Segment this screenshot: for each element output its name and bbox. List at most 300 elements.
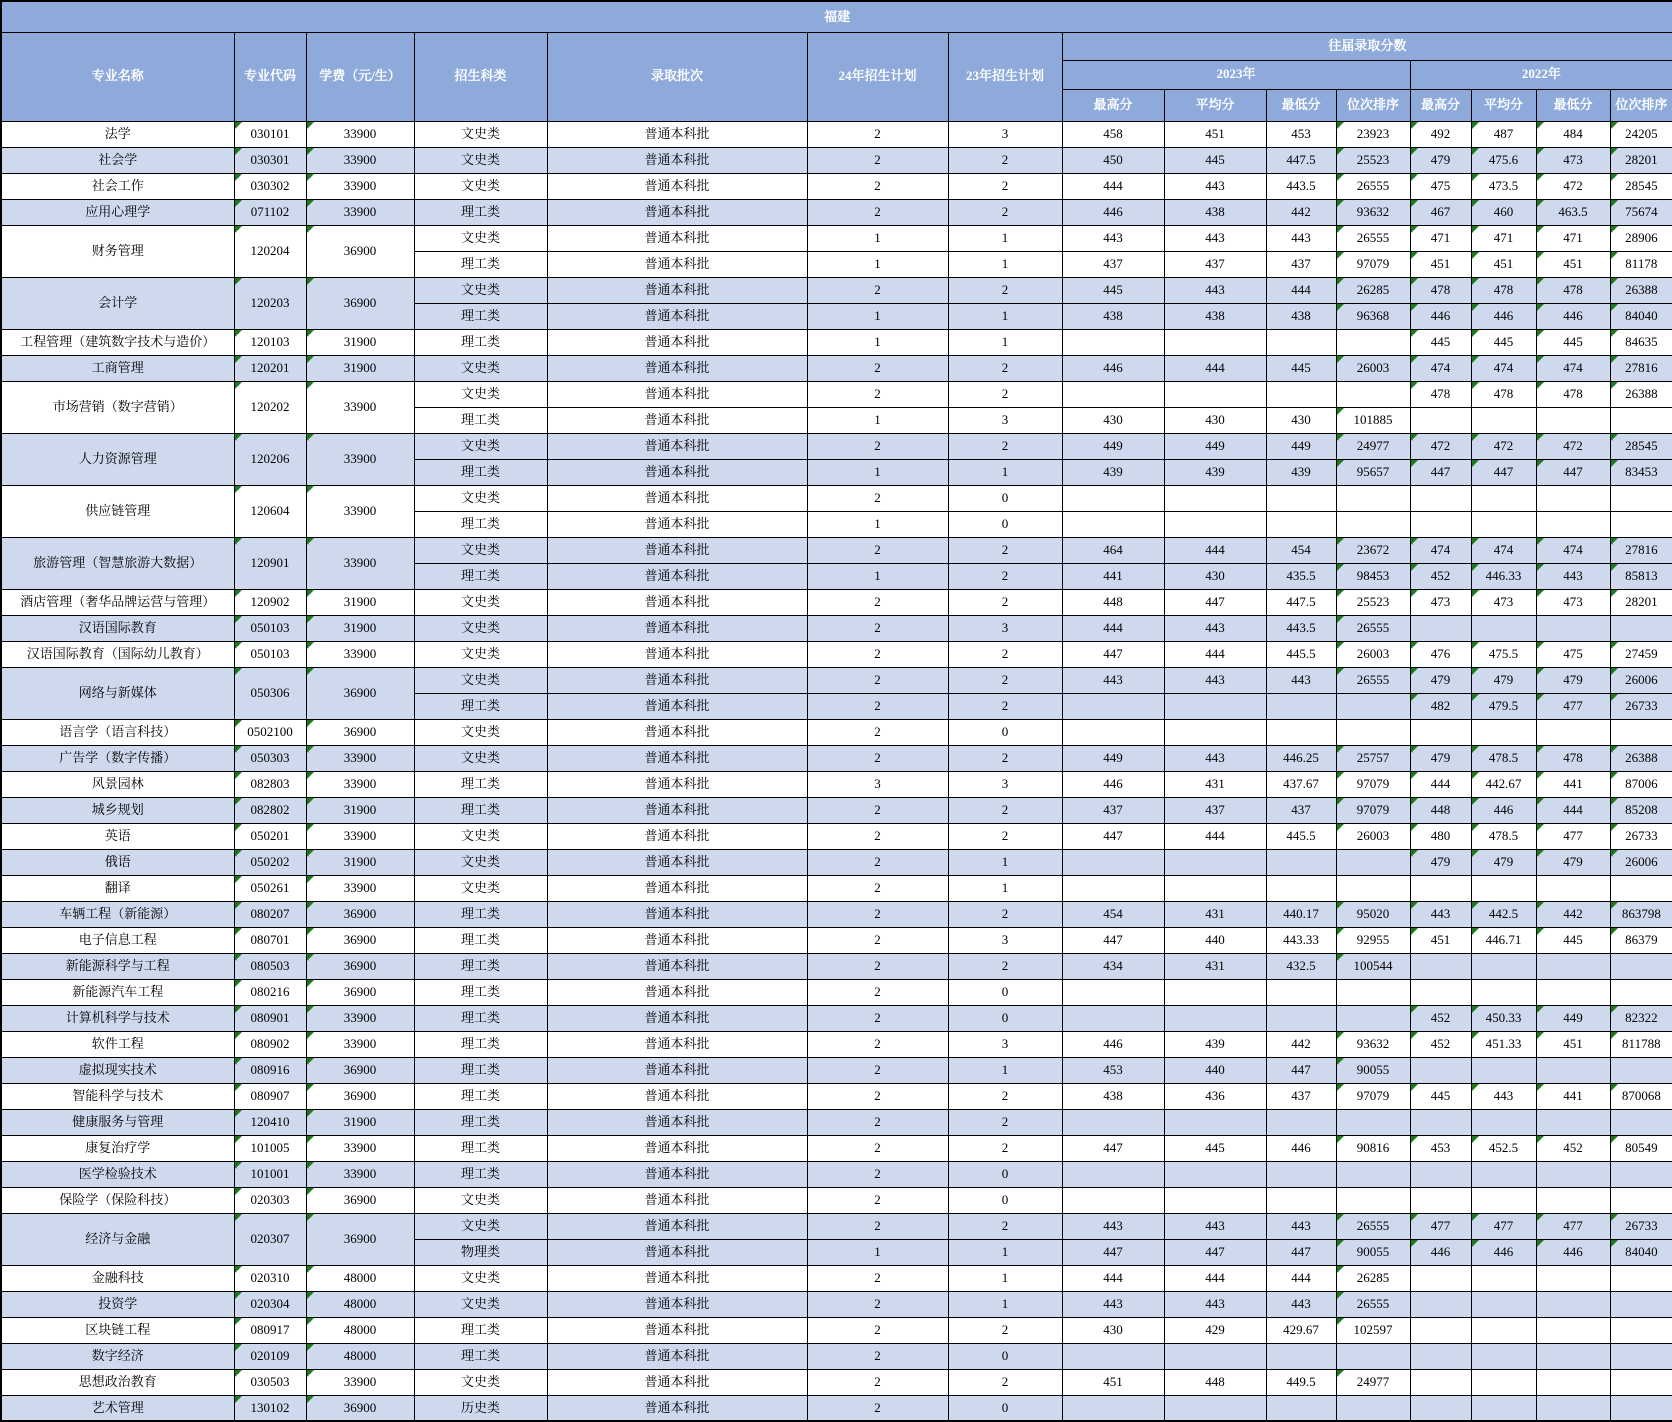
- cell-min-2022: [1536, 1369, 1610, 1395]
- cell-rank-2023: 97079: [1336, 251, 1410, 277]
- cell-category: 理工类: [414, 901, 547, 927]
- cell-avg-2023: [1164, 1005, 1266, 1031]
- cell-avg-2023: 438: [1164, 303, 1266, 329]
- cell-category: 理工类: [414, 329, 547, 355]
- cell-max-2022: 452: [1410, 1005, 1471, 1031]
- cell-max-2023: 445: [1062, 277, 1164, 303]
- cell-min-2022: 451: [1536, 1031, 1610, 1057]
- cell-rank-2022: 85208: [1610, 797, 1672, 823]
- cell-tuition-fee: 31900: [306, 329, 414, 355]
- cell-avg-2023: [1164, 1161, 1266, 1187]
- cell-max-2023: 450: [1062, 147, 1164, 173]
- cell-major-name: 艺术管理: [1, 1395, 234, 1421]
- cell-major-name: 城乡规划: [1, 797, 234, 823]
- cell-max-2022: 479: [1410, 667, 1471, 693]
- cell-max-2022: [1410, 511, 1471, 537]
- cell-plan-23: 0: [948, 511, 1062, 537]
- cell-major-code: 120901: [234, 537, 306, 589]
- cell-tuition-fee: 36900: [306, 1213, 414, 1265]
- cell-major-name: 市场营销（数字营销）: [1, 381, 234, 433]
- cell-plan-24: 2: [807, 1031, 948, 1057]
- cell-plan-24: 2: [807, 1395, 948, 1421]
- cell-avg-2022: [1471, 1057, 1536, 1083]
- cell-rank-2022: 27459: [1610, 641, 1672, 667]
- table-row: [1, 199, 1672, 225]
- cell-rank-2022: 87006: [1610, 771, 1672, 797]
- cell-avg-2022: 443: [1471, 1083, 1536, 1109]
- table-row: [1, 381, 1672, 407]
- cell-avg-2023: [1164, 329, 1266, 355]
- cell-rank-2023: 24977: [1336, 1369, 1410, 1395]
- cell-max-2022: 452: [1410, 563, 1471, 589]
- col-header-major: 专业名称: [1, 32, 234, 121]
- cell-max-2022: 482: [1410, 693, 1471, 719]
- cell-major-code: 050103: [234, 615, 306, 641]
- cell-tuition-fee: 48000: [306, 1265, 414, 1291]
- cell-major-name: 智能科学与技术: [1, 1083, 234, 1109]
- cell-batch: 普通本科批: [547, 511, 807, 537]
- cell-rank-2023: 90055: [1336, 1239, 1410, 1265]
- cell-tuition-fee: 36900: [306, 667, 414, 719]
- cell-max-2022: 446: [1410, 1239, 1471, 1265]
- cell-avg-2022: 452.5: [1471, 1135, 1536, 1161]
- cell-tuition-fee: 31900: [306, 615, 414, 641]
- cell-plan-23: 2: [948, 1213, 1062, 1239]
- cell-major-code: 120206: [234, 433, 306, 485]
- cell-plan-24: 2: [807, 381, 948, 407]
- cell-max-2023: 441: [1062, 563, 1164, 589]
- cell-max-2023: 434: [1062, 953, 1164, 979]
- cell-avg-2022: [1471, 1395, 1536, 1421]
- cell-rank-2023: 26555: [1336, 173, 1410, 199]
- cell-major-code: 080701: [234, 927, 306, 953]
- cell-avg-2022: 473.5: [1471, 173, 1536, 199]
- cell-min-2022: 445: [1536, 927, 1610, 953]
- cell-category: 理工类: [414, 303, 547, 329]
- cell-avg-2022: [1471, 511, 1536, 537]
- cell-batch: 普通本科批: [547, 1057, 807, 1083]
- table-row: [1, 589, 1672, 615]
- cell-avg-2023: 448: [1164, 1369, 1266, 1395]
- cell-max-2022: 476: [1410, 641, 1471, 667]
- cell-batch: 普通本科批: [547, 1109, 807, 1135]
- cell-rank-2022: 27816: [1610, 537, 1672, 563]
- cell-rank-2022: 28201: [1610, 589, 1672, 615]
- cell-tuition-fee: 33900: [306, 199, 414, 225]
- cell-category: 文史类: [414, 1291, 547, 1317]
- cell-rank-2023: 26555: [1336, 667, 1410, 693]
- cell-major-name: 人力资源管理: [1, 433, 234, 485]
- cell-rank-2023: 23923: [1336, 121, 1410, 147]
- cell-max-2022: 479: [1410, 147, 1471, 173]
- cell-avg-2023: 443: [1164, 745, 1266, 771]
- cell-batch: 普通本科批: [547, 1031, 807, 1057]
- cell-max-2022: 479: [1410, 745, 1471, 771]
- table-row: [1, 277, 1672, 303]
- cell-tuition-fee: 36900: [306, 1083, 414, 1109]
- cell-plan-24: 2: [807, 1083, 948, 1109]
- cell-rank-2022: [1610, 1109, 1672, 1135]
- cell-min-2022: 441: [1536, 771, 1610, 797]
- cell-avg-2022: [1471, 485, 1536, 511]
- cell-rank-2023: [1336, 693, 1410, 719]
- cell-plan-23: 1: [948, 459, 1062, 485]
- cell-rank-2023: [1336, 485, 1410, 511]
- cell-category: 文史类: [414, 147, 547, 173]
- cell-tuition-fee: 33900: [306, 381, 414, 433]
- cell-min-2022: 463.5: [1536, 199, 1610, 225]
- cell-max-2023: [1062, 329, 1164, 355]
- cell-plan-23: 2: [948, 147, 1062, 173]
- cell-tuition-fee: 33900: [306, 745, 414, 771]
- cell-avg-2023: [1164, 485, 1266, 511]
- cell-min-2022: 475: [1536, 641, 1610, 667]
- cell-rank-2023: 23672: [1336, 537, 1410, 563]
- cell-batch: 普通本科批: [547, 329, 807, 355]
- cell-max-2023: 453: [1062, 1057, 1164, 1083]
- cell-tuition-fee: 31900: [306, 355, 414, 381]
- cell-plan-23: 2: [948, 823, 1062, 849]
- table-row: [1, 849, 1672, 875]
- cell-min-2023: 442: [1266, 1031, 1336, 1057]
- cell-avg-2022: 479.5: [1471, 693, 1536, 719]
- cell-avg-2023: [1164, 511, 1266, 537]
- cell-rank-2022: [1610, 1317, 1672, 1343]
- cell-rank-2022: [1610, 979, 1672, 1005]
- cell-max-2022: [1410, 485, 1471, 511]
- cell-min-2022: [1536, 1317, 1610, 1343]
- cell-category: 文史类: [414, 485, 547, 511]
- cell-avg-2022: 446: [1471, 797, 1536, 823]
- cell-plan-23: 3: [948, 407, 1062, 433]
- table-row: [1, 1265, 1672, 1291]
- cell-plan-23: 2: [948, 667, 1062, 693]
- cell-avg-2023: 443: [1164, 1291, 1266, 1317]
- cell-min-2022: [1536, 1161, 1610, 1187]
- cell-avg-2023: 429: [1164, 1317, 1266, 1343]
- cell-max-2022: 474: [1410, 537, 1471, 563]
- cell-avg-2023: [1164, 979, 1266, 1005]
- cell-rank-2022: [1610, 719, 1672, 745]
- cell-major-name: 社会工作: [1, 173, 234, 199]
- cell-batch: 普通本科批: [547, 1265, 807, 1291]
- cell-category: 文史类: [414, 173, 547, 199]
- cell-batch: 普通本科批: [547, 225, 807, 251]
- cell-avg-2022: 478.5: [1471, 823, 1536, 849]
- province-title: 福建: [1, 1, 1672, 32]
- cell-min-2023: 438: [1266, 303, 1336, 329]
- cell-plan-24: 2: [807, 901, 948, 927]
- cell-category: 物理类: [414, 1239, 547, 1265]
- cell-avg-2022: [1471, 1265, 1536, 1291]
- cell-max-2022: 477: [1410, 1213, 1471, 1239]
- cell-min-2023: 443: [1266, 1291, 1336, 1317]
- cell-plan-23: 3: [948, 615, 1062, 641]
- cell-avg-2023: 444: [1164, 641, 1266, 667]
- cell-batch: 普通本科批: [547, 485, 807, 511]
- col-header-code: 专业代码: [234, 32, 306, 121]
- cell-rank-2022: [1610, 1187, 1672, 1213]
- cell-avg-2022: [1471, 1109, 1536, 1135]
- cell-category: 理工类: [414, 1109, 547, 1135]
- cell-min-2022: 444: [1536, 797, 1610, 823]
- cell-max-2023: [1062, 1343, 1164, 1369]
- cell-rank-2022: 28545: [1610, 433, 1672, 459]
- cell-major-name: 风景园林: [1, 771, 234, 797]
- cell-rank-2023: 26285: [1336, 1265, 1410, 1291]
- cell-category: 文史类: [414, 1213, 547, 1239]
- cell-max-2023: 449: [1062, 745, 1164, 771]
- cell-max-2023: [1062, 979, 1164, 1005]
- cell-plan-23: 1: [948, 875, 1062, 901]
- cell-max-2023: [1062, 875, 1164, 901]
- cell-rank-2022: 84635: [1610, 329, 1672, 355]
- cell-min-2023: [1266, 875, 1336, 901]
- cell-avg-2022: 478: [1471, 277, 1536, 303]
- cell-major-name: 经济与金融: [1, 1213, 234, 1265]
- cell-plan-24: 2: [807, 667, 948, 693]
- cell-rank-2022: 863798: [1610, 901, 1672, 927]
- cell-max-2022: 472: [1410, 433, 1471, 459]
- cell-tuition-fee: 36900: [306, 1395, 414, 1421]
- cell-min-2023: 445.5: [1266, 823, 1336, 849]
- cell-rank-2023: 97079: [1336, 1083, 1410, 1109]
- cell-max-2022: 478: [1410, 381, 1471, 407]
- cell-plan-23: 0: [948, 1395, 1062, 1421]
- cell-major-code: 120604: [234, 485, 306, 537]
- cell-plan-24: 2: [807, 1109, 948, 1135]
- cell-avg-2022: 475.5: [1471, 641, 1536, 667]
- cell-max-2022: [1410, 953, 1471, 979]
- cell-category: 文史类: [414, 615, 547, 641]
- col-header-min-2023: 最低分: [1266, 89, 1336, 121]
- cell-max-2022: [1410, 1291, 1471, 1317]
- cell-avg-2023: 444: [1164, 1265, 1266, 1291]
- cell-avg-2022: [1471, 875, 1536, 901]
- cell-avg-2022: [1471, 615, 1536, 641]
- cell-plan-23: 0: [948, 719, 1062, 745]
- cell-major-code: 080916: [234, 1057, 306, 1083]
- cell-plan-23: 1: [948, 251, 1062, 277]
- cell-rank-2022: [1610, 1265, 1672, 1291]
- cell-plan-23: 2: [948, 381, 1062, 407]
- cell-plan-24: 3: [807, 771, 948, 797]
- cell-batch: 普通本科批: [547, 1317, 807, 1343]
- cell-avg-2022: 460: [1471, 199, 1536, 225]
- cell-avg-2023: 445: [1164, 147, 1266, 173]
- cell-min-2023: 430: [1266, 407, 1336, 433]
- cell-max-2022: 445: [1410, 329, 1471, 355]
- cell-category: 理工类: [414, 979, 547, 1005]
- cell-max-2023: [1062, 1109, 1164, 1135]
- cell-max-2023: 447: [1062, 641, 1164, 667]
- cell-rank-2023: 26003: [1336, 355, 1410, 381]
- cell-max-2023: 443: [1062, 1213, 1164, 1239]
- cell-rank-2023: [1336, 1005, 1410, 1031]
- cell-avg-2023: [1164, 1343, 1266, 1369]
- cell-tuition-fee: 33900: [306, 1005, 414, 1031]
- cell-plan-23: 1: [948, 1265, 1062, 1291]
- cell-rank-2022: [1610, 1161, 1672, 1187]
- cell-plan-24: 1: [807, 329, 948, 355]
- cell-category: 文史类: [414, 1369, 547, 1395]
- cell-major-code: 080917: [234, 1317, 306, 1343]
- cell-plan-23: 2: [948, 355, 1062, 381]
- cell-avg-2023: 443: [1164, 173, 1266, 199]
- cell-major-code: 120103: [234, 329, 306, 355]
- cell-major-code: 030101: [234, 121, 306, 147]
- cell-rank-2023: 25757: [1336, 745, 1410, 771]
- cell-batch: 普通本科批: [547, 303, 807, 329]
- cell-rank-2023: [1336, 849, 1410, 875]
- cell-min-2023: [1266, 1109, 1336, 1135]
- cell-category: 理工类: [414, 1135, 547, 1161]
- cell-category: 理工类: [414, 927, 547, 953]
- cell-plan-23: 3: [948, 1031, 1062, 1057]
- cell-avg-2023: 430: [1164, 563, 1266, 589]
- cell-min-2022: 452: [1536, 1135, 1610, 1161]
- col-header-history-scores: 往届录取分数: [1062, 32, 1672, 60]
- cell-avg-2023: 451: [1164, 121, 1266, 147]
- cell-rank-2022: 84040: [1610, 303, 1672, 329]
- cell-plan-23: 3: [948, 927, 1062, 953]
- cell-min-2022: 478: [1536, 745, 1610, 771]
- cell-batch: 普通本科批: [547, 771, 807, 797]
- cell-avg-2023: 445: [1164, 1135, 1266, 1161]
- cell-major-name: 汉语国际教育（国际幼儿教育）: [1, 641, 234, 667]
- cell-min-2023: 437.67: [1266, 771, 1336, 797]
- cell-avg-2022: 474: [1471, 355, 1536, 381]
- cell-rank-2022: [1610, 511, 1672, 537]
- cell-max-2022: 444: [1410, 771, 1471, 797]
- cell-major-name: 翻译: [1, 875, 234, 901]
- cell-plan-24: 1: [807, 511, 948, 537]
- cell-max-2022: 452: [1410, 1031, 1471, 1057]
- cell-rank-2022: 26733: [1610, 823, 1672, 849]
- col-header-max-2022: 最高分: [1410, 89, 1471, 121]
- table-row: [1, 745, 1672, 771]
- cell-min-2023: 435.5: [1266, 563, 1336, 589]
- cell-plan-23: 2: [948, 1135, 1062, 1161]
- cell-min-2022: [1536, 1265, 1610, 1291]
- cell-min-2023: [1266, 485, 1336, 511]
- cell-min-2023: 449: [1266, 433, 1336, 459]
- cell-min-2023: [1266, 381, 1336, 407]
- cell-batch: 普通本科批: [547, 355, 807, 381]
- cell-rank-2023: [1336, 381, 1410, 407]
- cell-max-2023: 446: [1062, 1031, 1164, 1057]
- cell-avg-2023: 439: [1164, 1031, 1266, 1057]
- cell-min-2023: [1266, 511, 1336, 537]
- cell-max-2022: 471: [1410, 225, 1471, 251]
- cell-max-2023: 444: [1062, 615, 1164, 641]
- cell-tuition-fee: 36900: [306, 225, 414, 277]
- cell-min-2023: [1266, 849, 1336, 875]
- cell-min-2023: 443: [1266, 225, 1336, 251]
- cell-major-name: 医学检验技术: [1, 1161, 234, 1187]
- cell-plan-23: 2: [948, 1083, 1062, 1109]
- cell-rank-2022: 26388: [1610, 381, 1672, 407]
- cell-batch: 普通本科批: [547, 1369, 807, 1395]
- cell-plan-23: 1: [948, 1057, 1062, 1083]
- cell-major-name: 供应链管理: [1, 485, 234, 537]
- cell-category: 理工类: [414, 1317, 547, 1343]
- cell-rank-2023: 92955: [1336, 927, 1410, 953]
- cell-plan-24: 2: [807, 927, 948, 953]
- cell-plan-24: 2: [807, 199, 948, 225]
- cell-min-2023: [1266, 1005, 1336, 1031]
- cell-max-2022: 451: [1410, 927, 1471, 953]
- cell-avg-2022: 445: [1471, 329, 1536, 355]
- cell-major-code: 020303: [234, 1187, 306, 1213]
- cell-rank-2023: 26003: [1336, 823, 1410, 849]
- cell-plan-23: 2: [948, 173, 1062, 199]
- cell-plan-23: 3: [948, 121, 1062, 147]
- cell-tuition-fee: 36900: [306, 979, 414, 1005]
- cell-min-2022: 449: [1536, 1005, 1610, 1031]
- cell-rank-2023: [1336, 1187, 1410, 1213]
- cell-rank-2022: 26006: [1610, 667, 1672, 693]
- table-row: [1, 1343, 1672, 1369]
- cell-rank-2023: 97079: [1336, 771, 1410, 797]
- cell-rank-2023: 26555: [1336, 1213, 1410, 1239]
- cell-plan-24: 2: [807, 823, 948, 849]
- table-row: [1, 901, 1672, 927]
- cell-avg-2022: 478: [1471, 381, 1536, 407]
- cell-major-name: 区块链工程: [1, 1317, 234, 1343]
- cell-rank-2023: 26003: [1336, 641, 1410, 667]
- cell-tuition-fee: 36900: [306, 1057, 414, 1083]
- cell-max-2023: [1062, 849, 1164, 875]
- cell-plan-23: 2: [948, 1369, 1062, 1395]
- cell-max-2022: 475: [1410, 173, 1471, 199]
- cell-plan-23: 3: [948, 771, 1062, 797]
- cell-plan-23: 0: [948, 979, 1062, 1005]
- table-row: [1, 1031, 1672, 1057]
- cell-plan-23: 2: [948, 199, 1062, 225]
- cell-rank-2022: 81178: [1610, 251, 1672, 277]
- cell-min-2023: 443.5: [1266, 615, 1336, 641]
- table-row: [1, 121, 1672, 147]
- cell-plan-24: 2: [807, 537, 948, 563]
- cell-avg-2022: 479: [1471, 667, 1536, 693]
- cell-tuition-fee: 36900: [306, 1187, 414, 1213]
- cell-max-2023: 447: [1062, 1239, 1164, 1265]
- cell-rank-2023: 95657: [1336, 459, 1410, 485]
- cell-avg-2022: [1471, 1343, 1536, 1369]
- cell-tuition-fee: 33900: [306, 173, 414, 199]
- cell-tuition-fee: 33900: [306, 433, 414, 485]
- cell-category: 文史类: [414, 121, 547, 147]
- cell-max-2023: 451: [1062, 1369, 1164, 1395]
- cell-major-name: 新能源科学与工程: [1, 953, 234, 979]
- cell-min-2023: 443: [1266, 1213, 1336, 1239]
- cell-avg-2023: 431: [1164, 771, 1266, 797]
- cell-plan-24: 2: [807, 1265, 948, 1291]
- table-row: [1, 147, 1672, 173]
- col-header-year-2023: 2023年: [1062, 60, 1410, 89]
- cell-max-2023: 438: [1062, 303, 1164, 329]
- table-row: [1, 1109, 1672, 1135]
- cell-major-name: 会计学: [1, 277, 234, 329]
- cell-min-2023: 437: [1266, 797, 1336, 823]
- cell-major-name: 虚拟现实技术: [1, 1057, 234, 1083]
- cell-max-2023: 443: [1062, 225, 1164, 251]
- cell-plan-24: 2: [807, 979, 948, 1005]
- cell-major-code: 080207: [234, 901, 306, 927]
- cell-max-2022: [1410, 407, 1471, 433]
- cell-major-name: 金融科技: [1, 1265, 234, 1291]
